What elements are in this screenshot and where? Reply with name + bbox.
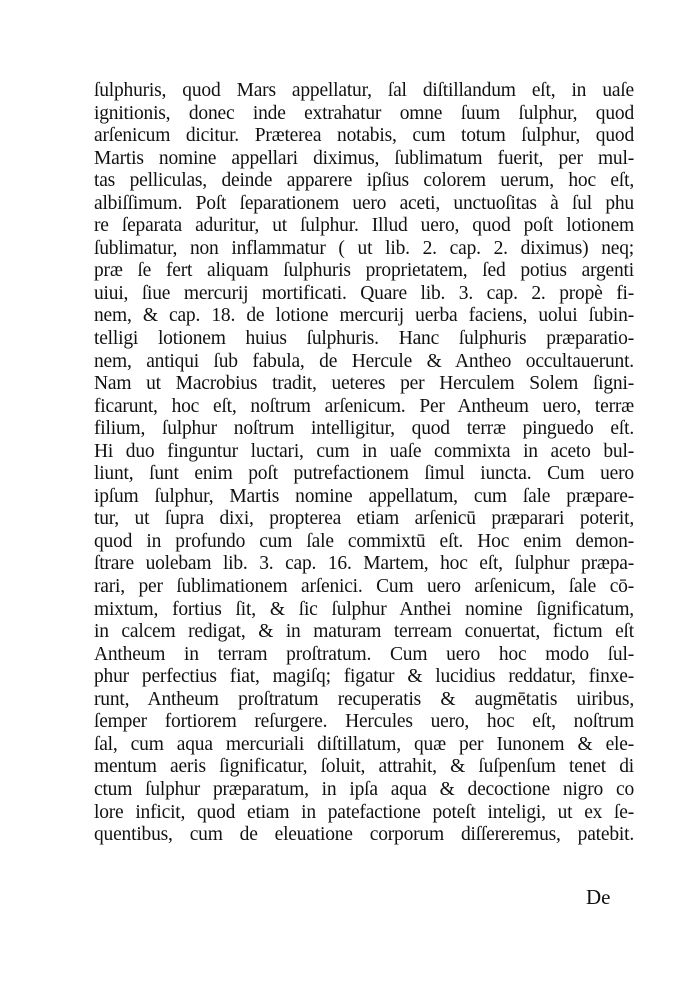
- text-line: nem, & cap. 18. de lotione mercurij uerba faciens, uolui ſubin-: [94, 305, 634, 327]
- text-line: rari, per ſublimationem arſenici. Cum uero arſenicum, ſale cō-: [94, 576, 634, 598]
- text-line: ipſum ſulphur, Martis nomine appellatum, cum ſale præpare-: [94, 485, 634, 507]
- text-line: Martis nomine appellari diximus, ſublimatum fuerit, per mul-: [94, 147, 634, 169]
- text-line: ſal, cum aqua mercuriali diſtillatum, quæ per Iunonem & ele-: [94, 733, 634, 755]
- text-line: mentum aeris ſignificatur, ſoluit, attrahit, & ſuſpenſum tenet di: [94, 756, 634, 778]
- text-line: tas pelliculas, deinde apparere ipſius colorem uerum, hoc eſt,: [94, 170, 634, 192]
- text-line: uiui, ſiue mercurij mortificati. Quare lib. 3. cap. 2. propè fi-: [94, 282, 634, 304]
- text-line: arſenicum dicitur. Præterea notabis, cum totum ſulphur, quod: [94, 125, 634, 147]
- text-line: quentibus, cum de eleuatione corporum diſſereremus, patebit.: [94, 824, 634, 846]
- text-line: mixtum, fortius ſit, & ſic ſulphur Anthei nomine ſignificatum,: [94, 598, 634, 620]
- text-line: ctum ſulphur præparatum, in ipſa aqua & decoctione nigro co: [94, 778, 634, 800]
- text-line: telligi lotionem huius ſulphuris. Hanc ſulphuris præparatio-: [94, 328, 634, 350]
- text-line: phur perfectius fiat, magiſq; figatur & lucidius reddatur, finxe-: [94, 666, 634, 688]
- text-line: quod in profundo cum ſale commixtū eſt. Hoc enim demon-: [94, 530, 634, 552]
- text-line: nem, antiqui ſub fabula, de Hercule & Antheo occultauerunt.: [94, 350, 634, 372]
- text-line: liunt, ſunt enim poſt putrefactionem ſimul iuncta. Cum uero: [94, 463, 634, 485]
- text-line: in calcem redigat, & in maturam terream conuertat, fictum eſt: [94, 621, 634, 643]
- text-line: tur, ut ſupra dixi, propterea etiam arſenicū præparari poterit,: [94, 508, 634, 530]
- catchword: De: [586, 885, 611, 909]
- text-line: runt, Antheum proſtratum recuperatis & augmētatis uiribus,: [94, 688, 634, 710]
- text-line: filium, ſulphur noſtrum intelligitur, quod terræ pinguedo eſt.: [94, 418, 634, 440]
- text-line: præ ſe fert aliquam ſulphuris proprietatem, ſed potius argenti: [94, 260, 634, 282]
- text-line: ficarunt, hoc eſt, noſtrum arſenicum. Per Antheum uero, terræ: [94, 395, 634, 417]
- body-text: [94, 80, 634, 847]
- text-line: ſemper fortiorem reſurgere. Hercules uero, hoc eſt, noſtrum: [94, 711, 634, 733]
- text-line: ſublimatur, non inflammatur ( ut lib. 2. cap. 2. diximus) neq;: [94, 237, 634, 259]
- text-line: albiſſimum. Poſt ſeparationem uero aceti, unctuoſitas à ſul phu: [94, 192, 634, 214]
- text-line: ignitionis, donec inde extrahatur omne ſuum ſulphur, quod: [94, 102, 634, 124]
- text-line: ſulphuris, quod Mars appellatur, ſal diſtillandum eſt, in uaſe: [94, 80, 634, 101]
- text-line: lore inficit, quod etiam in patefactione poteſt inteligi, ut ex ſe-: [94, 801, 634, 823]
- text-line: ſtrare uolebam lib. 3. cap. 16. Martem, hoc eſt, ſulphur præpa-: [94, 553, 634, 575]
- text-line: re ſeparata aduritur, ut ſulphur. Illud uero, quod poſt lotionem: [94, 215, 634, 237]
- text-line: Antheum in terram proſtratum. Cum uero hoc modo ſul-: [94, 643, 634, 665]
- text-line: Hi duo finguntur luctari, cum in uaſe commixta in aceto bul-: [94, 440, 634, 462]
- text-line: Nam ut Macrobius tradit, ueteres per Herculem Solem ſigni-: [94, 373, 634, 395]
